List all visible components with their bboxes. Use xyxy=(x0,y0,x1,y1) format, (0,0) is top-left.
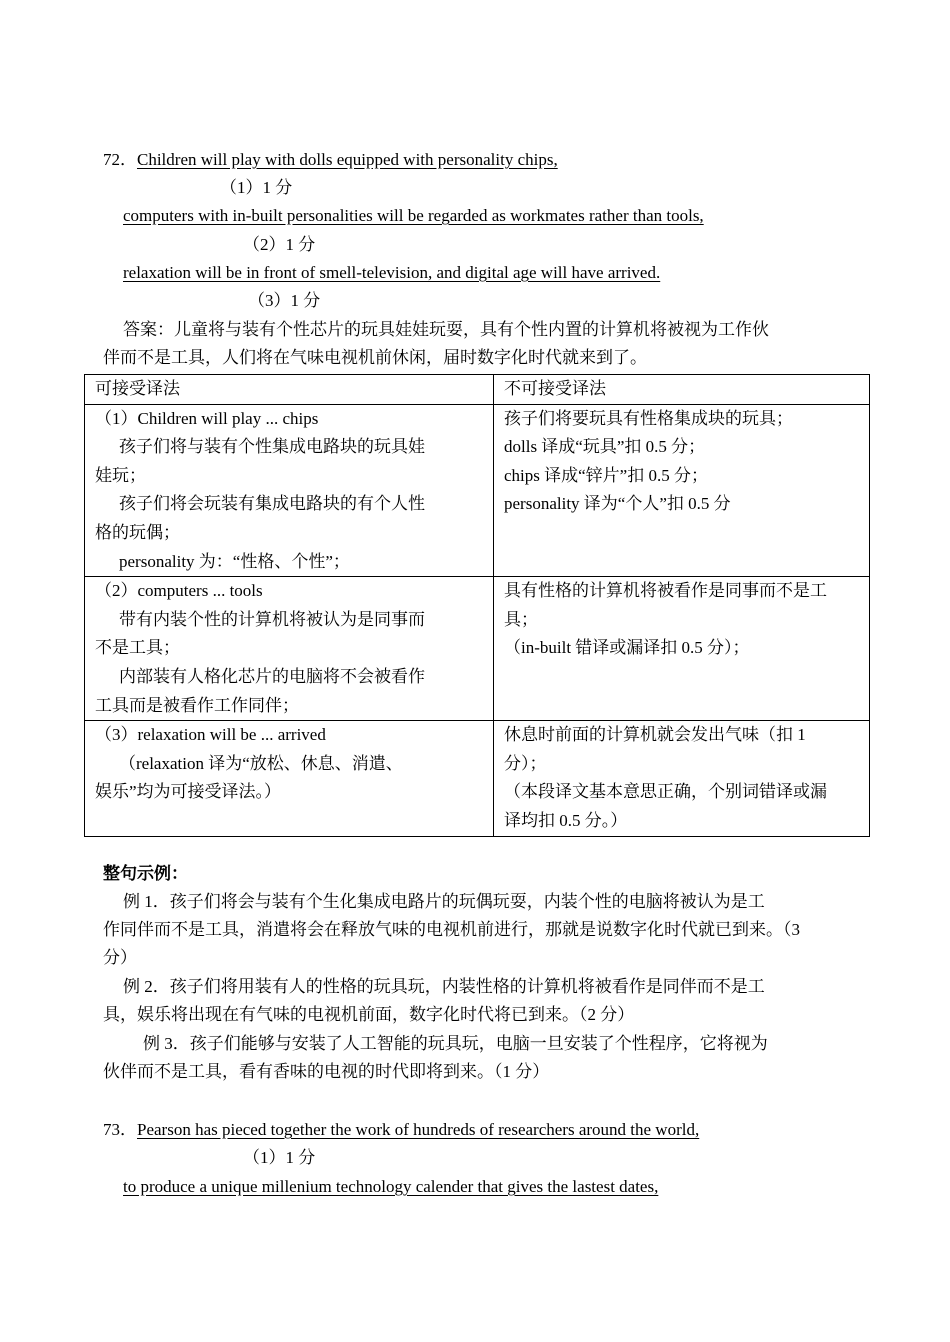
cell-line: （本段译文基本意思正确，个别词错译或漏 xyxy=(504,782,827,802)
example3-line1: 例 3．孩子们能够与安装了人工智能的玩具玩，电脑一旦安装了个性程序，它将视为 xyxy=(143,1034,768,1053)
q72-sentence-part2: computers with in-built personalities will be regarded as workmates rather than tools, xyxy=(123,206,704,225)
q72-answer-line1: 答案：儿童将与装有个性芯片的玩具娃娃玩耍，具有个性内置的计算机将被视为工作伙 xyxy=(123,320,769,339)
acceptable-cell-2 xyxy=(85,577,494,721)
cell-line: 孩子们将会玩装有集成电路块的有个人性 xyxy=(119,494,425,514)
acceptable-cell-3 xyxy=(85,721,494,836)
examples-heading: 整句示例： xyxy=(103,864,188,883)
example2-line1: 例 2．孩子们将用装有人的性格的玩具玩，内装性格的计算机将被看作是同伴而不是工 xyxy=(123,977,765,996)
cell-line: 带有内装个性的计算机将被认为是同事而 xyxy=(119,609,425,629)
header-unacceptable: 不可接受译法 xyxy=(494,375,870,405)
table-row xyxy=(85,404,870,577)
q72-answer-line2: 伴而不是工具，人们将在气味电视机前休闲，届时数字化时代就来到了。 xyxy=(103,348,647,367)
cell-line: （3）relaxation will be ... arrived xyxy=(95,725,326,745)
cell-line: 孩子们将要玩具有性格集成块的玩具； xyxy=(504,408,793,428)
q72-mark3: （3）1 分 xyxy=(248,291,321,310)
q72-line1 xyxy=(103,146,558,174)
q72-sentence-part1: Children will play with dolls equipped with personality chips, xyxy=(137,150,558,169)
cell-line: 具； xyxy=(504,609,538,629)
q73-line1 xyxy=(103,1116,699,1144)
cell-line: 格的玩偶； xyxy=(95,522,180,542)
cell-line: 内部装有人格化芯片的电脑将不会被看作 xyxy=(119,666,425,686)
translation-comparison-table xyxy=(84,374,870,837)
q73-mark1: （1）1 分 xyxy=(243,1148,316,1167)
q73-sentence-part2: to produce a unique millenium technology calender that gives the lastest dates, xyxy=(123,1177,659,1196)
cell-line: （relaxation 译为“放松、休息、消遣、 xyxy=(119,753,403,773)
example1-line1: 例 1．孩子们将会与装有个生化集成电路片的玩偶玩耍，内装个性的电脑将被认为是工 xyxy=(123,892,765,911)
example3-line2: 伙伴而不是工具，看有香味的电视的时代即将到来。（1 分） xyxy=(103,1062,550,1081)
example2-line2: 具，娱乐将出现在有气味的电视机前面，数字化时代将已到来。（2 分） xyxy=(103,1005,635,1024)
cell-line: （1）Children will play ... chips xyxy=(95,408,319,428)
q73-number: 73． xyxy=(103,1120,137,1139)
acceptable-cell-1 xyxy=(85,404,494,577)
cell-line: 娱乐”均为可接受译法。） xyxy=(95,782,282,802)
cell-line: （in-built 错译或漏译扣 0.5 分）； xyxy=(504,638,750,658)
q72-mark2: （2）1 分 xyxy=(243,235,316,254)
cell-line: 工具而是被看作工作同伴； xyxy=(95,695,299,715)
cell-line: 不是工具； xyxy=(95,638,180,658)
table-row xyxy=(85,721,870,836)
unacceptable-cell-3 xyxy=(494,721,870,836)
cell-line: 译均扣 0.5 分。） xyxy=(504,810,628,830)
example1-line2: 作同伴而不是工具，消遣将会在释放气味的电视机前进行，那就是说数字化时代就已到来。（3 xyxy=(103,920,800,939)
cell-line: personality 为：“性格、个性”； xyxy=(119,551,350,571)
cell-line: chips 译成“锌片”扣 0.5 分； xyxy=(504,465,708,485)
q72-number: 72． xyxy=(103,150,137,169)
unacceptable-cell-2 xyxy=(494,577,870,721)
cell-line: dolls 译成“玩具”扣 0.5 分； xyxy=(504,437,706,457)
example1-line3: 分） xyxy=(103,948,137,967)
table-row xyxy=(85,577,870,721)
cell-line: 具有性格的计算机将被看作是同事而不是工 xyxy=(504,581,827,601)
unacceptable-cell-1 xyxy=(494,404,870,577)
cell-line: （2）computers ... tools xyxy=(95,581,263,601)
cell-line: 娃玩； xyxy=(95,465,146,485)
header-acceptable: 可接受译法 xyxy=(85,375,494,405)
q72-mark1: （1）1 分 xyxy=(220,178,293,197)
q72-sentence-part3: relaxation will be in front of smell-television, and digital age will have arrived. xyxy=(123,263,661,282)
cell-line: personality 译为“个人”扣 0.5 分 xyxy=(504,494,731,514)
q73-sentence-part1: Pearson has pieced together the work of hundreds of researchers around the world, xyxy=(137,1120,700,1139)
cell-line: 分）； xyxy=(504,753,547,773)
cell-line: 休息时前面的计算机就会发出气味（扣 1 xyxy=(504,725,806,745)
cell-line: 孩子们将与装有个性集成电路块的玩具娃 xyxy=(119,437,425,457)
table-header-row xyxy=(85,375,870,405)
